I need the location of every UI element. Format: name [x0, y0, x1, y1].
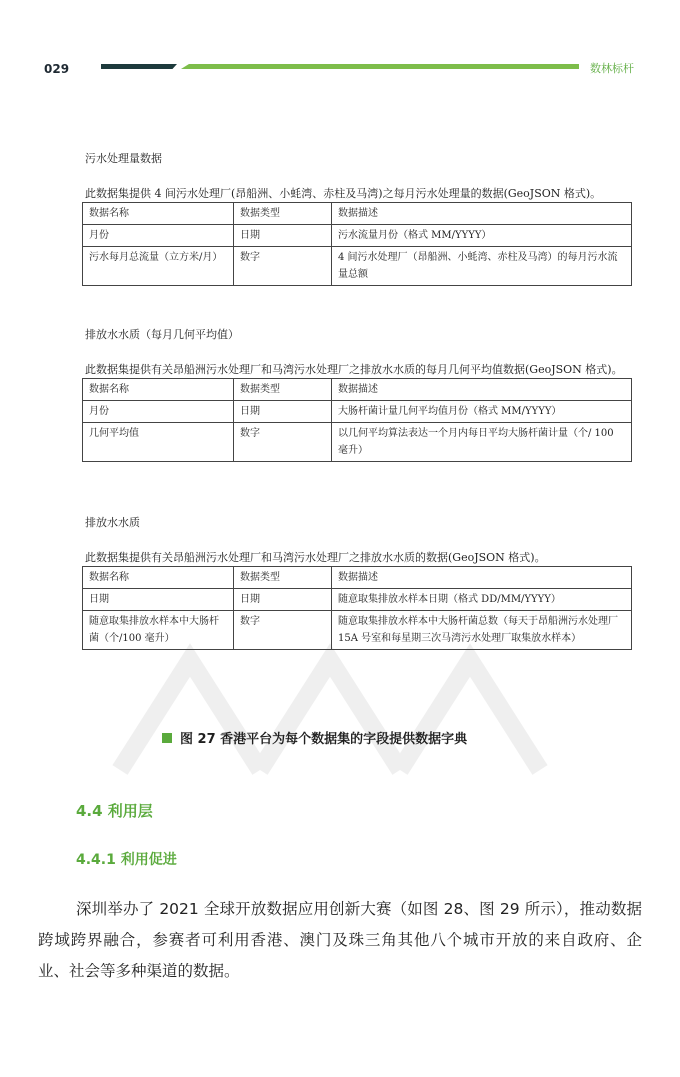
page-number: 029	[44, 62, 70, 76]
section-title: 排放水水质	[85, 516, 140, 529]
table-cell: 日期	[83, 589, 234, 611]
section-description: 此数据集提供有关昂船洲污水处理厂和马湾污水处理厂之排放水水质的数据(GeoJSON 格式)。	[85, 551, 546, 564]
table-cell: 随意取集排放水样本中大肠杆菌（个/100 毫升）	[83, 611, 234, 650]
table-cell: 月份	[83, 401, 234, 423]
data-dictionary-table	[82, 202, 632, 286]
section-title: 排放水水质（每月几何平均值）	[85, 328, 239, 341]
table-header-row	[83, 203, 632, 225]
header-bar-dark	[101, 64, 177, 69]
header-title: 数林标杆	[590, 62, 634, 75]
table-cell: 数字	[234, 247, 332, 286]
table-row	[83, 589, 632, 611]
table-cell: 日期	[234, 225, 332, 247]
table-cell: 日期	[234, 589, 332, 611]
section-description: 此数据集提供有关昂船洲污水处理厂和马湾污水处理厂之排放水水质的每月几何平均值数据(GeoJSON 格式)。	[85, 363, 623, 376]
table-header-row	[83, 567, 632, 589]
table-cell: 4 间污水处理厂（昂船洲、小蚝湾、赤柱及马湾）的每月污水流量总额	[332, 247, 632, 286]
table-header-cell: 数据名称	[83, 379, 234, 401]
figure-caption-text: 图 27 香港平台为每个数据集的字段提供数据字典	[180, 732, 468, 747]
table-cell: 污水每月总流量（立方米/月）	[83, 247, 234, 286]
data-dictionary-table	[82, 378, 632, 462]
table-row	[83, 401, 632, 423]
section-heading-4-4: 4.4 利用层	[76, 802, 153, 820]
table-cell: 随意取集排放水样本中大肠杆菌总数（每天于昂船洲污水处理厂 15A 号室和每星期三次马湾污水处理厂取集放水样本）	[332, 611, 632, 650]
table-header-cell: 数据类型	[234, 379, 332, 401]
header-bar-green	[181, 64, 579, 69]
table-row	[83, 225, 632, 247]
section-description: 此数据集提供 4 间污水处理厂(昂船洲、小蚝湾、赤柱及马湾)之每月污水处理量的数据(GeoJSON 格式)。	[85, 187, 602, 200]
table-cell: 月份	[83, 225, 234, 247]
table-cell: 数字	[234, 611, 332, 650]
section-title: 污水处理量数据	[85, 152, 162, 165]
table-header-cell: 数据描述	[332, 203, 632, 225]
table-row	[83, 611, 632, 650]
table-cell: 大肠杆菌计量几何平均值月份（格式 MM/YYYY）	[332, 401, 632, 423]
table-cell: 日期	[234, 401, 332, 423]
table-header-cell: 数据名称	[83, 203, 234, 225]
table-cell: 随意取集排放水样本日期（格式 DD/MM/YYYY）	[332, 589, 632, 611]
watermark-logo-icon	[110, 640, 550, 780]
table-row	[83, 247, 632, 286]
table-header-row	[83, 379, 632, 401]
table-cell: 污水流量月份（格式 MM/YYYY）	[332, 225, 632, 247]
caption-marker-icon	[162, 733, 172, 743]
body-paragraph: 深圳举办了 2021 全球开放数据应用创新大赛（如图 28、图 29 所示），推动数据跨域跨界融合，参赛者可利用香港、澳门及珠三角其他八个城市开放的来自政府、企业、社会等多种渠道的数据。	[38, 900, 642, 980]
table-cell: 几何平均值	[83, 423, 234, 462]
table-header-cell: 数据描述	[332, 567, 632, 589]
table-cell: 数字	[234, 423, 332, 462]
table-cell: 以几何平均算法表达一个月内每日平均大肠杆菌计量（个/ 100 毫升）	[332, 423, 632, 462]
table-header-cell: 数据名称	[83, 567, 234, 589]
subsection-heading-4-4-1: 4.4.1 利用促进	[76, 852, 177, 868]
table-header-cell: 数据类型	[234, 203, 332, 225]
table-header-cell: 数据类型	[234, 567, 332, 589]
figure-caption	[162, 728, 467, 747]
table-header-cell: 数据描述	[332, 379, 632, 401]
data-dictionary-table	[82, 566, 632, 650]
figure-data-dictionary	[82, 150, 634, 650]
table-row	[83, 423, 632, 462]
